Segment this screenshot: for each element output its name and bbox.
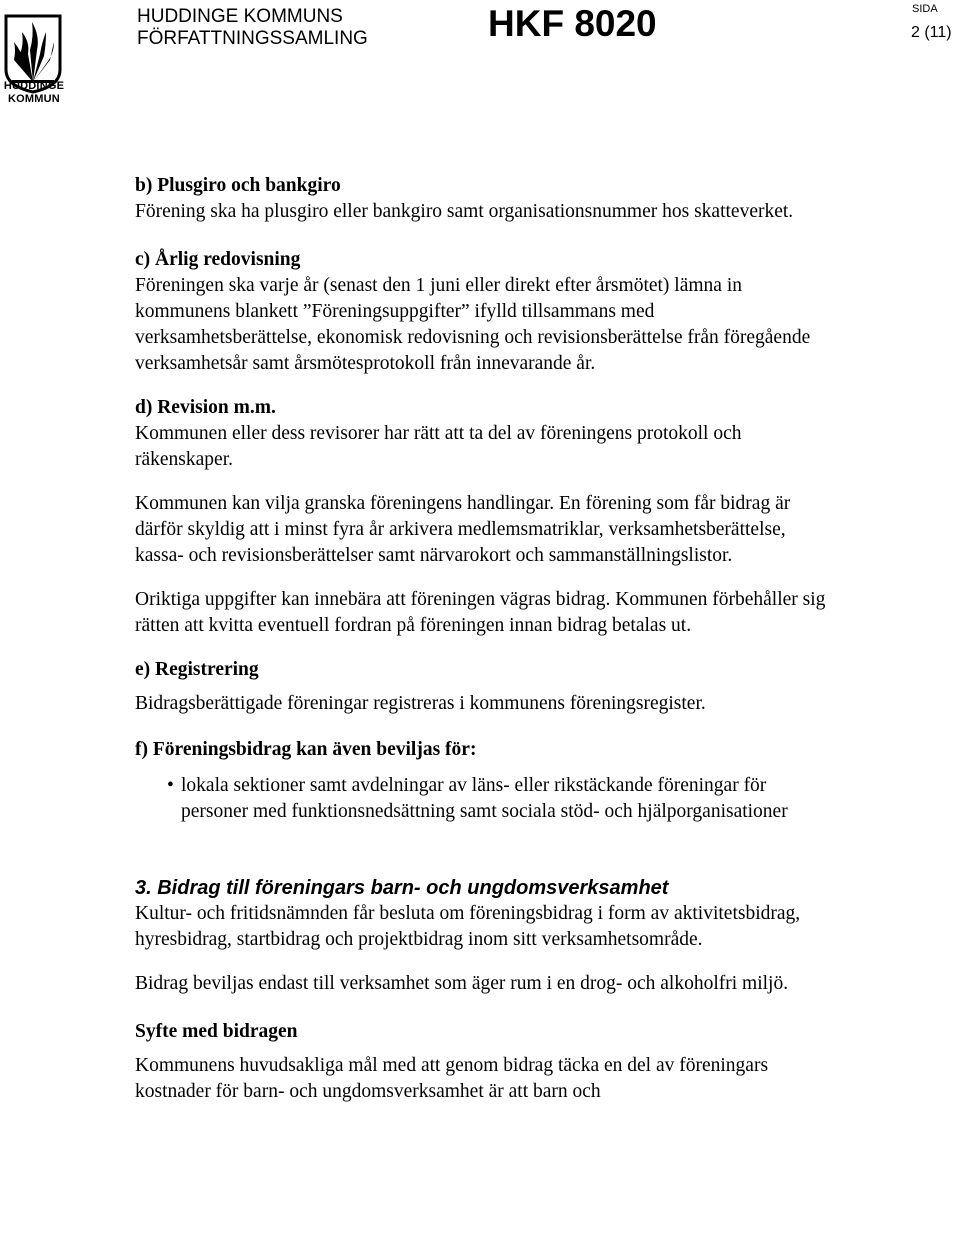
bullet-text: lokala sektioner samt avdelningar av läns- eller rikstäckande föreningar för personer med funktionsnedsättning samt sociala stöd- och hjälporganisationer (181, 775, 788, 822)
page-label: SIDA (912, 3, 938, 15)
org-name-line1: HUDDINGE KOMMUNS (137, 6, 343, 27)
paragraph-d2: Kommunen kan vilja granska föreningens handlingar. En förening som får bidrag är därför skyldig att i minst fyra år arkivera medlemsmatriklar, verksamhetsberättelse, kassa- och revisionsberättelser samt närvarokort och sammanställningslistor. (135, 493, 791, 566)
document-code: HKF 8020 (488, 3, 657, 44)
bullet-list-item (135, 773, 835, 825)
section-3-heading: 3. Bidrag till föreningars barn- och ungdomsverksamhet (135, 877, 669, 899)
heading-b: b) Plusgiro och bankgiro (135, 175, 341, 196)
paragraph-3b: Bidrag beviljas endast till verksamhet som äger rum i en drog- och alkoholfri miljö. (135, 973, 789, 994)
paragraph-3a: Kultur- och fritidsnämnden får besluta om föreningsbidrag i form av aktivitetsbidrag, hyresbidrag, startbidrag och projektbidrag inom sitt verksamhetsområde. (135, 903, 801, 950)
heading-d: d) Revision m.m. (135, 397, 276, 418)
paragraph-syfte: Kommunens huvudsakliga mål med att genom bidrag täcka en del av föreningars kostnader för barn- och ungdomsverksamhet är att barn och (135, 1055, 769, 1102)
bullet-marker: • (167, 775, 174, 796)
heading-syfte: Syfte med bidragen (135, 1021, 298, 1042)
heading-f: f) Föreningsbidrag kan även beviljas för: (135, 739, 477, 760)
document-body (135, 173, 835, 1105)
page-number: 2 (11) (911, 24, 952, 41)
logo-line1: HUDDINGE (3, 80, 65, 92)
org-name-line2: FÖRFATTNINGSSAMLING (137, 28, 368, 49)
org-name (137, 6, 368, 50)
paragraph-c: Föreningen ska varje år (senast den 1 juni eller direkt efter årsmötet) lämna in kommunens blankett ”Föreningsuppgifter” ifylld tillsammans med verksamhetsberättelse, ekonomisk redovisning och revisionsberättelse från föregående verksamhetsår samt årsmötesprotokoll från innevarande år. (135, 275, 811, 374)
heading-e: e) Registrering (135, 659, 259, 680)
paragraph-d1: Kommunen eller dess revisorer har rätt att ta del av föreningens protokoll och räkenskaper. (135, 423, 742, 470)
paragraph-e: Bidragsberättigade föreningar registreras i kommunens föreningsregister. (135, 693, 706, 714)
logo-line2: KOMMUN (8, 93, 60, 105)
heading-c: c) Årlig redovisning (135, 249, 301, 270)
paragraph-b: Förening ska ha plusgiro eller bankgiro samt organisationsnummer hos skatteverket. (135, 201, 794, 222)
logo-wordmark (0, 80, 68, 106)
paragraph-d3: Oriktiga uppgifter kan innebära att föreningen vägras bidrag. Kommunen förbehåller sig rätten att kvitta eventuell fordran på föreningen innan bidrag betalas ut. (135, 589, 826, 636)
